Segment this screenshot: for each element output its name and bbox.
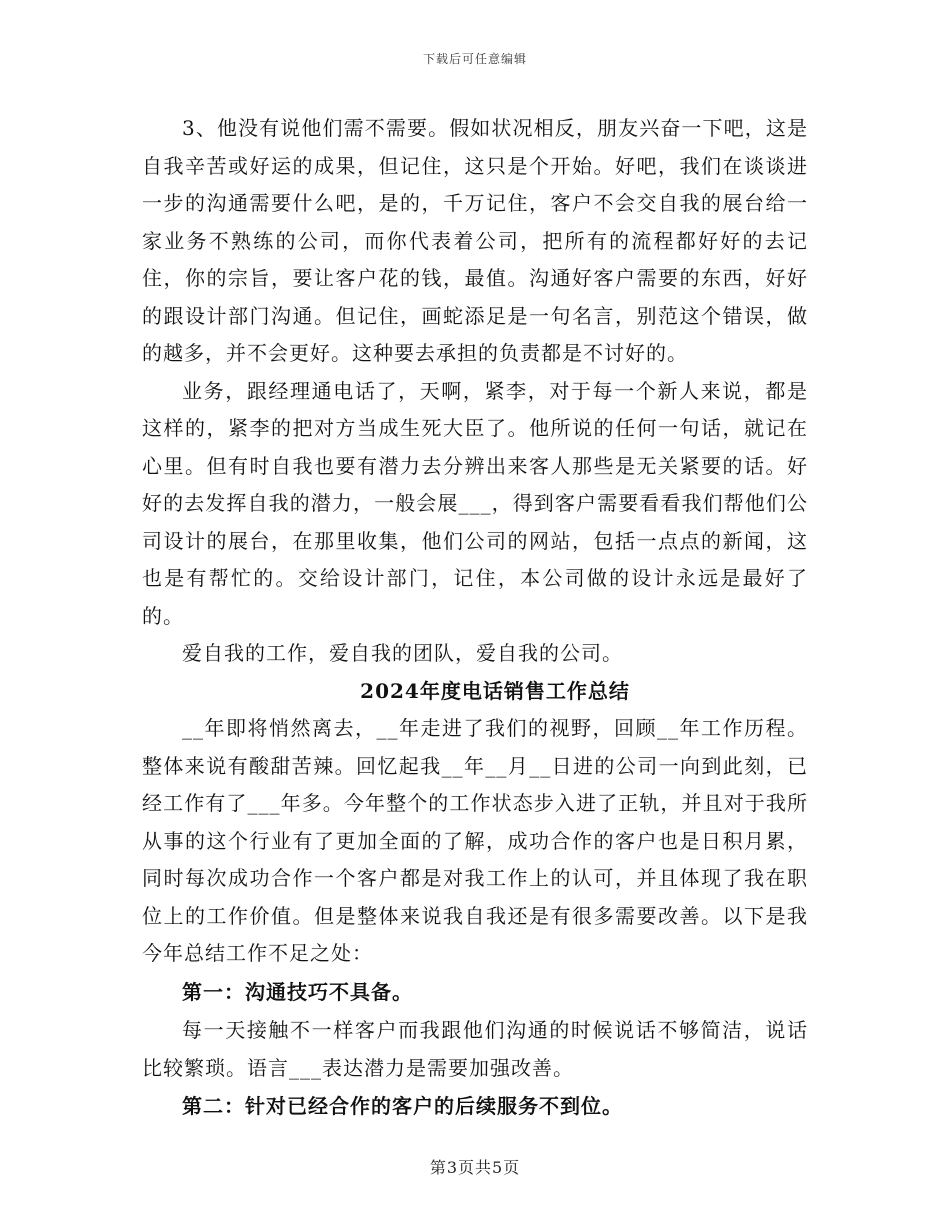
heading-second: 第二：针对已经合作的客户的后续服务不到位。 <box>182 1094 623 1118</box>
heading-first: 第一：沟通技巧不具备。 <box>182 979 413 1004</box>
paragraph-1: 3、他没有说他们需不需要。假如状况相反，朋友兴奋一下吧，这是自我辛苦或好运的成果，但记住，这只是个开始。好吧，我们在谈谈进一步的沟通需要什么吧，是的，千万记住，客户不会交自我的展台给一家业务不熟练的公司，而你代表着公司，把所有的流程都好好的去记住，你的宗旨，要让客户花的钱，最值。沟通好客户需要的东西，好好的跟设计部门沟通。但记住，画蛇添足是一句名言，别范这个错误，做的越多，并不会更好。这种要去承担的负责都是不讨好的。 <box>142 116 808 365</box>
page-header: 下载后可任意编辑 <box>422 52 527 66</box>
paragraph-4: __年即将悄然离去，__年走进了我们的视野，回顾__年工作历程。整体来说有酸甜苦辣。回忆起我__年__月__日进的公司一向到此刻，已经工作有了___年多。今年整个的工作状态步入进了正轨，并且对于我所从事的这个行业有了更加全面的了解，成功合作的客户也是日积月累，同时每次成功合作一个客户都是对我工作上的认可，并且体现了我在职位上的工作价值。但是整体来说我自我还是有很多需要改善。以下是我今年总结工作不足之处： <box>142 716 808 965</box>
page-footer: 第3页共5页 <box>429 1158 521 1177</box>
paragraph-5: 每一天接触不一样客户而我跟他们沟通的时候说话不够简洁，说话比较繁琐。语言___表达潜力是需要加强改善。 <box>142 1018 808 1080</box>
paragraph-3: 爱自我的工作，爱自我的团队，爱自我的公司。 <box>182 641 623 665</box>
paragraph-2: 业务，跟经理通电话了，天啊，紧李，对于每一个新人来说，都是这样的，紧李的把对方当成生死大臣了。他所说的任何一句话，就记在心里。但有时自我也要有潜力去分辨出来客人那些是无关紧要的话。好好的去发挥自我的潜力，一般会展___，得到客户需要看看我们帮他们公司设计的展台，在那里收集，他们公司的网站，包括一点点的新闻，这也是有帮忙的。交给设计部门，记住，本公司做的设计永远是最好了的。 <box>142 378 808 628</box>
section-title: 2024年度电话销售工作总结 <box>360 678 630 703</box>
document-body <box>142 110 808 1127</box>
